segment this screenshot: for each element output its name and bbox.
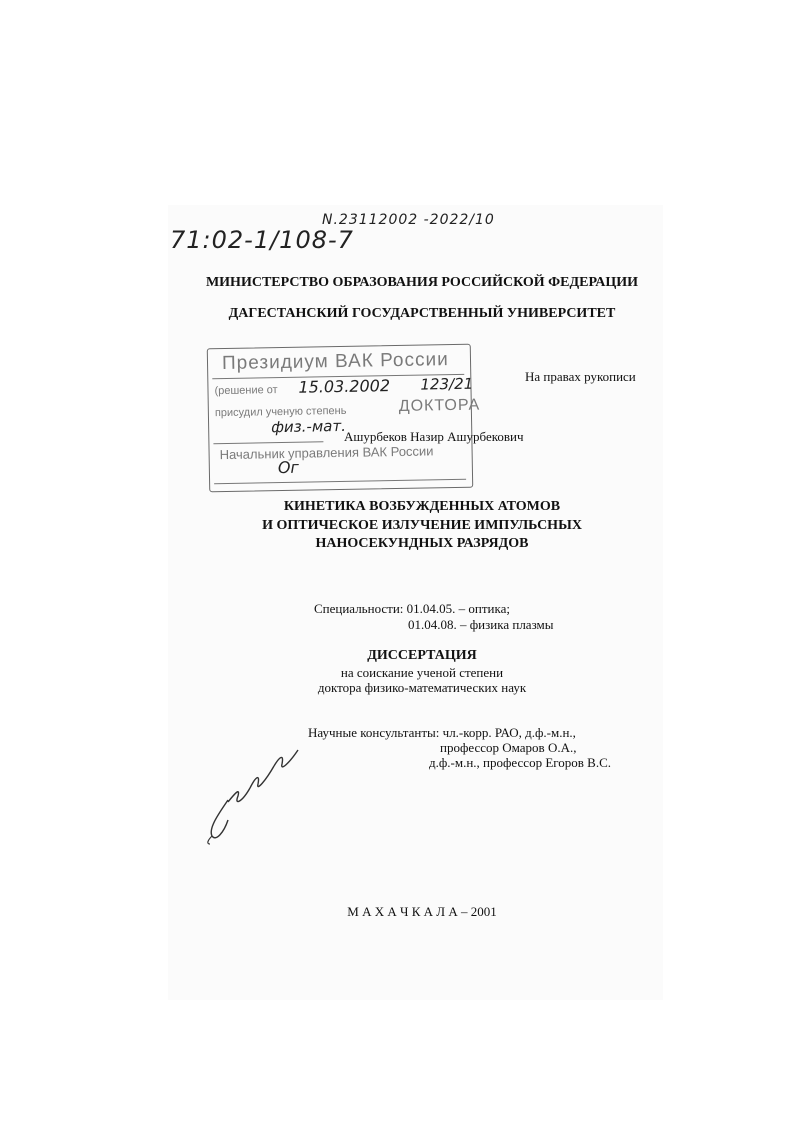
handwritten-registry-number: N.23112002 -2022/10 — [322, 212, 495, 228]
author-name: Ашурбеков Назир Ашурбекович — [344, 429, 524, 444]
stamp-title: Президиум ВАК России — [221, 349, 449, 375]
title-line-1: КИНЕТИКА ВОЗБУЖДЕННЫХ АТОМОВ — [283, 499, 561, 514]
specialties-line-2: 01.04.08. – физика плазмы — [408, 617, 554, 632]
dissertation-heading: ДИССЕРТАЦИЯ — [367, 648, 477, 663]
vak-stamp — [207, 344, 481, 493]
stamp-bottom-line — [214, 479, 466, 484]
stamp-awarded-label: присудил ученую степень — [214, 404, 347, 420]
ministry-heading: МИНИСТЕРСТВО ОБРАЗОВАНИЯ РОССИЙСКОЙ ФЕДЕРАЦИИ — [205, 275, 639, 290]
stamp-science: физ.-мат. — [270, 416, 347, 437]
rights-note: На правах рукописи — [525, 369, 636, 384]
dissertation-line-2: доктора физико-математических наук — [317, 680, 527, 695]
stamp-signature: Ог — [277, 457, 300, 478]
stamp-divider-2 — [213, 441, 323, 444]
stamp-degree: ДОКТОРА — [398, 396, 481, 415]
specialties-line-1: Специальности: 01.04.05. – оптика; — [314, 601, 511, 616]
stamp-decision-number: 123/21 — [420, 374, 474, 394]
university-heading: ДАГЕСТАНСКИЙ ГОСУДАРСТВЕННЫЙ УНИВЕРСИТЕТ — [228, 306, 616, 321]
footer-city-year: М А Х А Ч К А Л А – 2001 — [347, 904, 497, 919]
stamp-decision-date: 15.03.2002 — [298, 376, 391, 397]
consultants-line-2: профессор Омаров О.А., — [440, 740, 577, 755]
title-line-3: НАНОСЕКУНДНЫХ РАЗРЯДОВ — [315, 536, 529, 551]
dissertation-line-1: на соискание ученой степени — [340, 665, 504, 680]
handwritten-signature — [198, 740, 310, 850]
consultants-line-1: Научные консультанты: чл.-корр. РАО, д.ф.-м.н., — [308, 725, 576, 740]
stamp-decision-label: (решение от — [214, 384, 278, 398]
stamp-head-label: Начальник управления ВАК России — [219, 443, 434, 463]
title-line-2: И ОПТИЧЕСКОЕ ИЗЛУЧЕНИЕ ИМПУЛЬСНЫХ — [262, 518, 582, 533]
handwritten-catalog-number: 71:02-1/108-7 — [170, 226, 354, 254]
consultants-line-3: д.ф.-м.н., профессор Егоров В.С. — [429, 755, 611, 770]
